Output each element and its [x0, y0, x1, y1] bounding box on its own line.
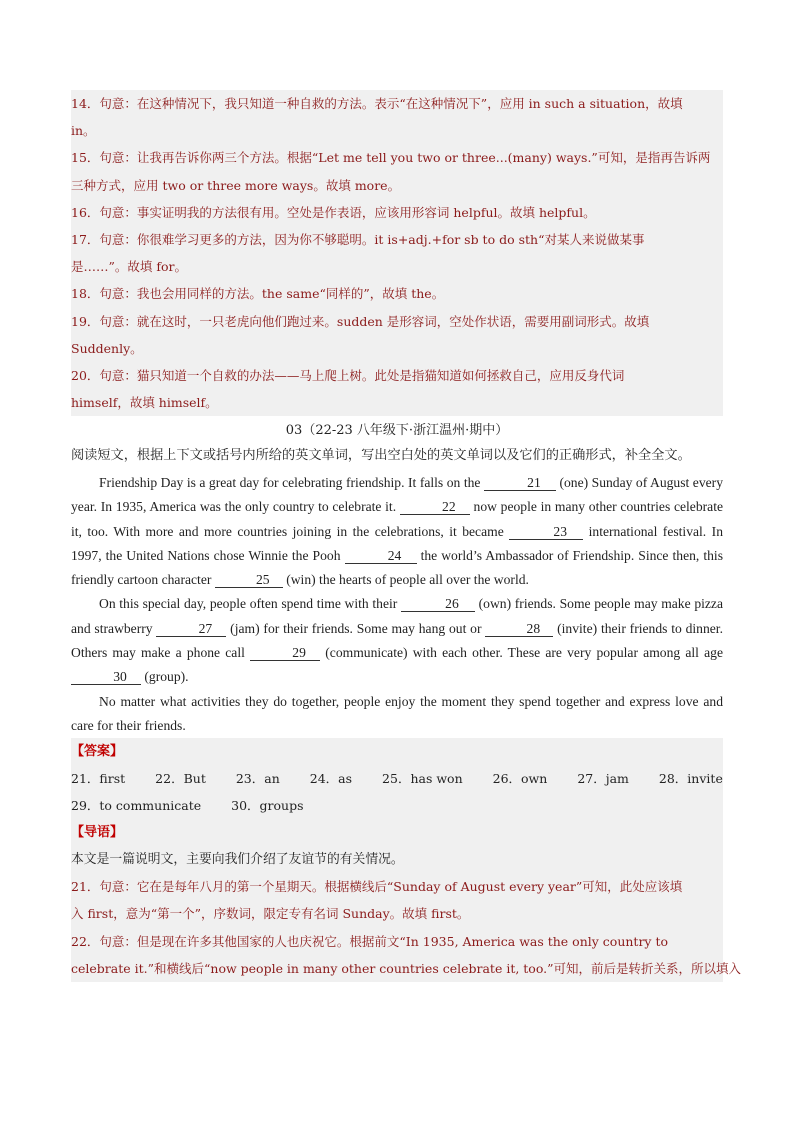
explanation-line: in。 — [71, 123, 96, 139]
explanation-line: 是……”。故填 for。 — [71, 259, 187, 275]
blank-24: 24 — [345, 548, 417, 564]
passage-paragraph-3: No matter what activities they do together, people enjoy the moment they spend together and express love and care for their friends. — [71, 693, 723, 733]
page-content — [71, 90, 742, 982]
answer-item: 29．to communicate — [71, 798, 202, 814]
passage-text: (group). — [141, 669, 189, 685]
passage-text: (one) Sunday of August every year. In 1935, America was the only country to celebrate it. — [71, 474, 723, 515]
answer-item: 22．But — [155, 771, 206, 787]
passage-text: (jam) for their friends. Some may hang out or — [226, 620, 486, 636]
passage-text: (win) the hearts of people all over the world. — [282, 572, 529, 588]
blank-25: 25 — [215, 572, 283, 588]
explanation-line: himself，故填 himself。 — [71, 395, 218, 411]
explanation-line: 22．句意：但是现在许多其他国家的人也庆祝它。根据前文“In 1935, America was the only country to — [71, 933, 668, 949]
passage-text: now people in many other countries celebrate it, too. With more and more countries joining in the celebrations, it became — [71, 499, 724, 539]
passage-text: (own) friends. Some people may make pizza and strawberry — [71, 596, 723, 636]
blank-29: 29 — [250, 645, 320, 661]
answer-item: 26．own — [492, 771, 548, 787]
passage-text: (communicate) with each other. These are very popular among all age — [320, 645, 723, 661]
explanation-line: Suddenly。 — [71, 340, 143, 356]
blank-22: 22 — [400, 499, 470, 515]
blank-26: 26 — [401, 596, 475, 612]
passage-text: the world’s Ambassador of Friendship. Since then, this friendly cartoon character — [71, 547, 723, 588]
answer-item: 30．groups — [231, 798, 304, 814]
instruction-text: 阅读短文，根据上下文或括号内所给的英文单词，写出空白处的英文单词以及它们的正确形式，补全全文。 — [71, 448, 691, 464]
passage-paragraph-2 — [71, 592, 723, 689]
explanation-line: celebrate it.”和横线后“now people in many other countries celebrate it, too.”可知，前后是转折关系，所以填入 — [71, 960, 742, 976]
answer-item: 23．an — [235, 771, 280, 787]
passage-text: international festival. In 1997, the United Nations chose Winnie the Pooh — [71, 523, 723, 563]
answer-item: 28．invite — [658, 771, 723, 787]
answer-item: 25．has won — [382, 771, 463, 787]
explanation-line: 18．句意：我也会用同样的方法。the same“同样的”，故填 the。 — [71, 286, 445, 302]
passage-text: On this special day, people often spend time with their — [99, 596, 401, 612]
answer-row-1 — [71, 765, 723, 792]
answer-block — [71, 738, 742, 982]
explanation-line: 17．句意：你很难学习更多的方法，因为你不够聪明。it is+adj.+for sb to do sth“对某人来说做某事 — [71, 232, 645, 248]
answer-item: 21．first — [71, 771, 126, 787]
explanation-line: 三种方式，应用 two or three more ways。故填 more。 — [71, 177, 401, 193]
explanation-line: 21．句意：它在是每年八月的第一个星期天。根据横线后“Sunday of August every year”可知，此处应该填 — [71, 879, 683, 895]
explanation-line: 入 first，意为“第一个”，序数词，限定专有名词 Sunday。故填 first。 — [71, 906, 470, 922]
explanation-line: 16．句意：事实证明我的方法很有用。空处是作表语，应该用形容词 helpful。故填 helpful。 — [71, 204, 596, 220]
explanations-top-block — [71, 90, 723, 416]
answer-row-2 — [71, 792, 723, 819]
answer-item: 24．as — [309, 771, 353, 787]
passage-text: (invite) their friends to dinner. Others may make a phone call — [71, 620, 723, 661]
guide-heading: 【导语】 — [71, 825, 124, 841]
blank-30: 30 — [71, 669, 141, 685]
blank-23: 23 — [509, 524, 583, 540]
passage-text: Friendship Day is a great day for celebrating friendship. It falls on the — [99, 474, 484, 490]
explanation-line: 20．句意：猫只知道一个自救的办法——马上爬上树。此处是指猫知道如何拯救自己，应用反身代词 — [71, 368, 625, 384]
explanation-line: 14．句意：在这种情况下，我只知道一种自救的方法。表示“在这种情况下”，应用 in such a situation，故填 — [71, 96, 683, 111]
explanation-line: 15．句意：让我再告诉你两三个方法。根据“Let me tell you two or three...(many) ways.”可知，是指再告诉两 — [71, 150, 711, 166]
guide-text: 本文是一篇说明文，主要向我们介绍了友谊节的有关情况。 — [71, 852, 404, 868]
blank-28: 28 — [485, 621, 553, 637]
passage-paragraph-1 — [71, 471, 723, 592]
blank-27: 27 — [156, 621, 226, 637]
explanation-line: 19．句意：就在这时，一只老虎向他们跑过来。sudden 是形容词，空处作状语，需要用副词形式。故填 — [71, 313, 650, 329]
answer-item: 27．jam — [577, 771, 629, 787]
section-title: 03（22-23 八年级下·浙江温州·期中） — [285, 423, 509, 439]
blank-21: 21 — [484, 475, 556, 491]
answer-heading: 【答案】 — [71, 744, 124, 760]
